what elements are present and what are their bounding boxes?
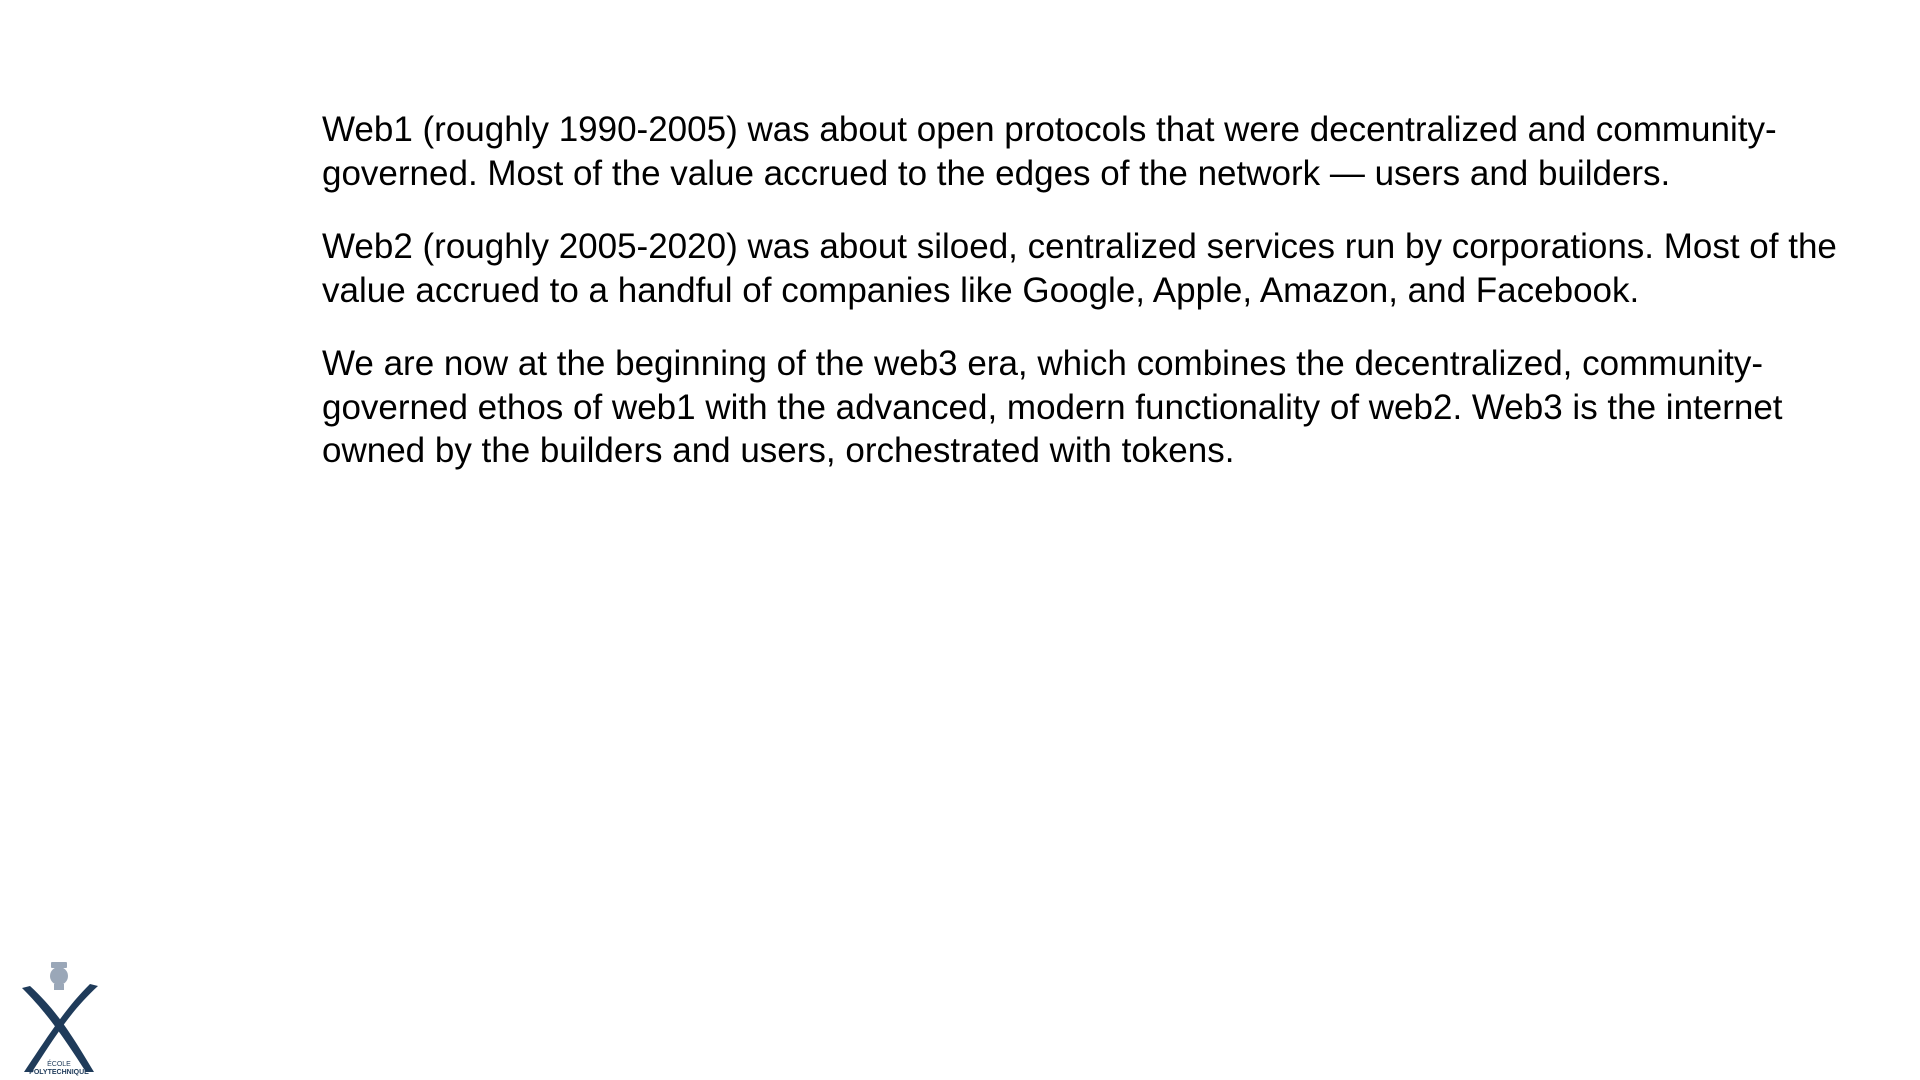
ecole-polytechnique-logo <box>14 960 104 1078</box>
logo-text-line1: ÉCOLE <box>47 1061 71 1068</box>
slide-body <box>322 108 1852 503</box>
paragraph-web2: Web2 (roughly 2005-2020) was about siloed, centralized services run by corporations. Most of the value accrued to a handful of companies like Google, Apple, Amazon, and Facebook. <box>322 227 1837 310</box>
paragraph-web1: Web1 (roughly 1990-2005) was about open protocols that were decentralized and community-governed. Most of the value accrued to the edges of the network — users and builders. <box>322 110 1777 193</box>
paragraph-web3: We are now at the beginning of the web3 era, which combines the decentralized, community-governed ethos of web1 with the advanced, modern functionality of web2. Web3 is the internet owned by the builders and users, orchestrated with tokens. <box>322 344 1783 470</box>
logo-text-line2: POLYTECHNIQUE <box>29 1069 89 1076</box>
polytechnique-x-icon <box>14 960 104 1078</box>
